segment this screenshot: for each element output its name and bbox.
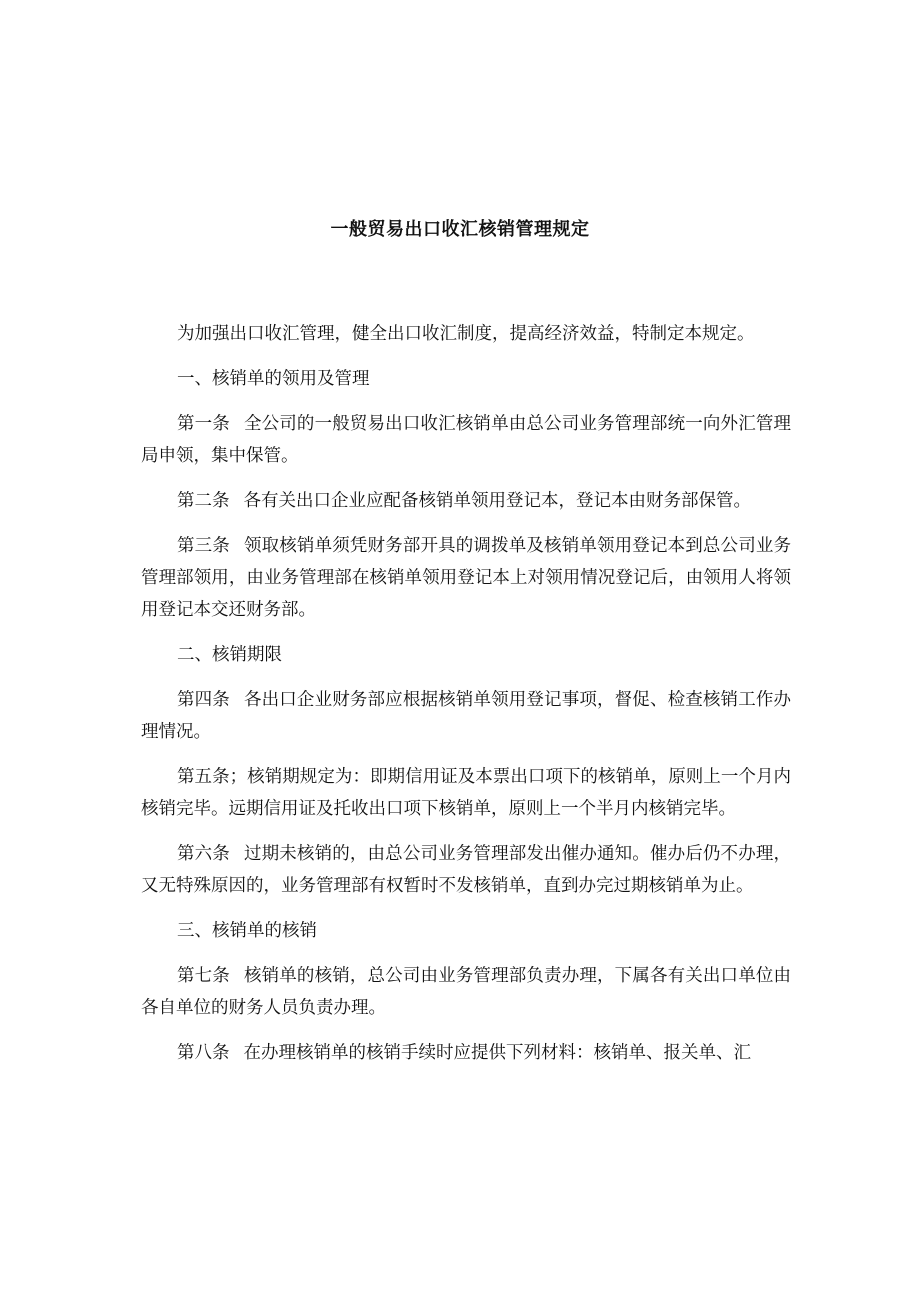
document-title: 一般贸易出口收汇核销管理规定 [330, 219, 590, 240]
article-8-label: 第八条 [177, 1043, 230, 1063]
article-4-text: 各出口企业财务部应根据核销单领用登记事项，督促、检查核销工作办理情况。 [141, 690, 792, 742]
article-8-text: 在办理核销单的核销手续时应提供下列材料：核销单、报关单、汇 [243, 1043, 751, 1063]
article-3-text: 领取核销单须凭财务部开具的调拨单及核销单领用登记本到总公司业务管理部领用，由业务管理部在核销单领用登记本上对领用情况登记后，由领用人将领用登记本交还财务部。 [141, 536, 792, 620]
intro-paragraph: 为加强出口收汇管理，健全出口收汇制度，提高经济效益，特制定本规定。 [177, 324, 755, 344]
article-7 [141, 960, 791, 1024]
article-6-label: 第六条 [177, 844, 230, 864]
article-6-text: 过期未核销的，由总公司业务管理部发出催办通知。催办后仍不办理，又无特殊原因的，业务管理部有权暂时不发核销单，直到办完过期核销单为止。 [141, 844, 792, 896]
article-4 [141, 684, 791, 748]
article-2-label: 第二条 [177, 491, 230, 511]
article-3-label: 第三条 [177, 536, 230, 556]
article-1 [141, 408, 791, 472]
article-5: 第五条；核销期规定为：即期信用证及本票出口项下的核销单，原则上一个月内核销完毕。远期信用证及托收出口项下核销单，原则上一个半月内核销完毕。 [141, 767, 791, 819]
article-2 [141, 485, 791, 517]
article-1-text: 全公司的一般贸易出口收汇核销单由总公司业务管理部统一向外汇管理局申领，集中保管。 [141, 414, 792, 466]
article-3 [141, 530, 791, 626]
section-heading-2: 二、核销期限 [177, 645, 282, 665]
article-8 [141, 1037, 791, 1069]
article-4-label: 第四条 [177, 690, 230, 710]
section-heading-1: 一、核销单的领用及管理 [177, 369, 370, 389]
article-2-text: 各有关出口企业应配备核销单领用登记本，登记本由财务部保管。 [243, 491, 751, 511]
article-7-text: 核销单的核销，总公司由业务管理部负责办理，下属各有关出口单位由各自单位的财务人员负责办理。 [141, 966, 792, 1018]
document-body [141, 318, 791, 1082]
article-6 [141, 838, 791, 902]
article-1-label: 第一条 [177, 414, 230, 434]
article-7-label: 第七条 [177, 966, 230, 986]
section-heading-3: 三、核销单的核销 [177, 921, 317, 941]
